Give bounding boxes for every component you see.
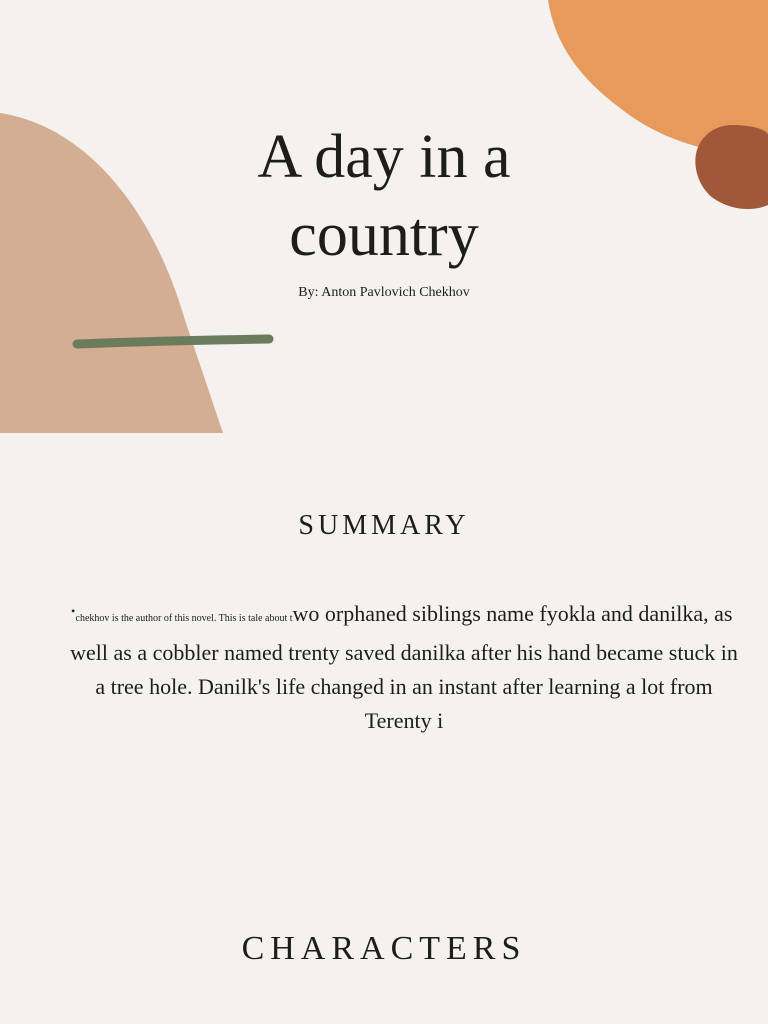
green-brush-stroke bbox=[77, 339, 269, 344]
bullet-dot: • bbox=[71, 604, 76, 618]
page-title bbox=[0, 118, 768, 274]
summary-small-text: chekhov is the author of this novel. This is tale about t bbox=[75, 613, 293, 624]
summary-text bbox=[70, 597, 738, 738]
characters-heading: CHARACTERS bbox=[241, 930, 527, 967]
title-line-1: A day in a bbox=[257, 123, 511, 191]
author-byline: By: Anton Pavlovich Chekhov bbox=[298, 285, 470, 300]
summary-main-text: wo orphaned siblings name fyokla and danilka, as well as a cobbler named trenty saved danilka after his hand became stuck in a tree hole. Danilk's life changed in an instant after learning a lot from Terenty i bbox=[70, 601, 738, 733]
summary-heading: SUMMARY bbox=[298, 510, 470, 541]
title-line-2: country bbox=[289, 201, 479, 269]
